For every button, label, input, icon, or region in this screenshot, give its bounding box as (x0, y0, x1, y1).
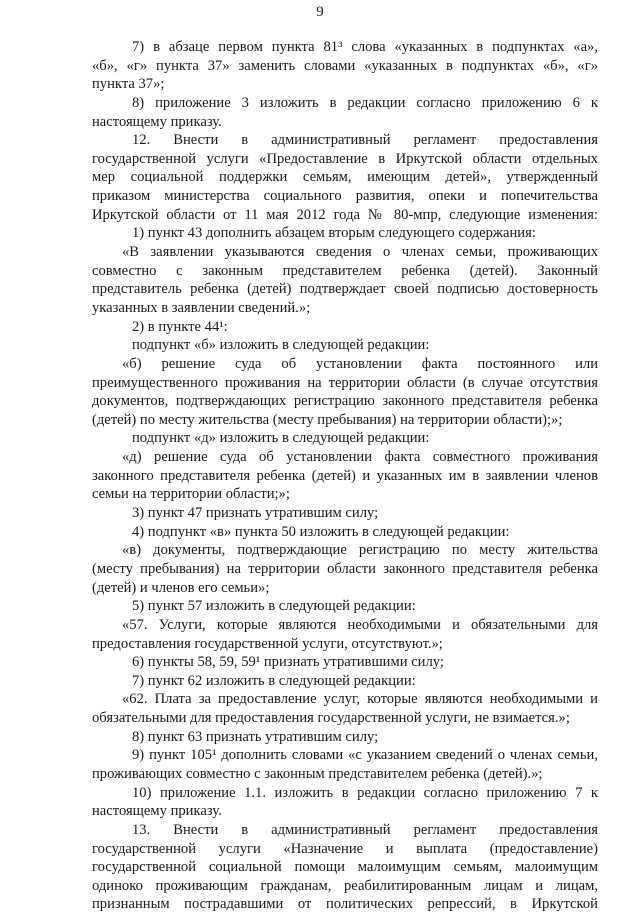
text-line: 10) приложение 1.1. изложить в редакции согласно приложению 7 к (132, 784, 598, 801)
text-line: пункта 37»; (92, 76, 165, 93)
document-body (92, 38, 598, 914)
text-line: законного представителя ребенка (детей) и указанных им в заявлении членов (92, 467, 598, 484)
text-line: 3) пункт 47 признать утратившим силу; (132, 505, 379, 522)
text-line: приказом министерства социального развития, опеки и попечительства (92, 188, 598, 205)
text-line: Иркутской области от 11 мая 2012 года № 80-мпр, следующие изменения: (92, 206, 598, 223)
text-line: 1) пункт 43 дополнить абзацем вторым следующего содержания: (132, 225, 536, 242)
text-line: 5) пункт 57 изложить в следующей редакции: (132, 598, 416, 615)
text-line: 6) пункты 58, 59, 59¹ признать утратившими силу; (132, 654, 444, 671)
text-line: «б», «г» пункта 37» заменить словами «указанных в подпунктах «б», «г» (92, 57, 598, 74)
page-number: 9 (316, 4, 324, 20)
text-line: «б) решение суда об установлении факта постоянного или (122, 355, 598, 372)
text-line: 13. Внести в административный регламент предоставления (132, 821, 598, 838)
text-line: 12. Внести в административный регламент предоставления (132, 132, 598, 149)
text-line: 2) в пункте 44¹: (132, 318, 228, 335)
text-line: представитель ребенка (детей) подтверждает своей подписью достоверность (92, 281, 598, 298)
text-line: «в) документы, подтверждающие регистрацию по месту жительства (122, 542, 598, 559)
text-line: предоставления государственной услуги, отсутствуют.»; (92, 635, 443, 652)
text-line: государственной услуги «Назначение и выплата (предоставление) (92, 840, 598, 857)
text-line: 9) пункт 105¹ дополнить словами «с указанием сведений о членах семьи, (132, 747, 598, 764)
text-line: (месту пребывания) на территории области законного представителя ребенка (92, 560, 598, 577)
text-line: 8) пункт 63 признать утратившим силу; (132, 728, 379, 745)
text-line: 8) приложение 3 изложить в редакции согласно приложению 6 к (132, 94, 598, 111)
text-line: одиноко проживающим гражданам, реабилитированным лицам и лицам, (92, 877, 598, 894)
text-line: 7) пункт 62 изложить в следующей редакции: (132, 672, 416, 689)
text-line: государственной услуги «Предоставление в Иркутской области отдельных (92, 150, 598, 167)
text-line: признанным пострадавшими от политических репрессий, в Иркутской (92, 896, 598, 913)
text-line: «д) решение суда об установлении факта совместного проживания (122, 449, 598, 466)
text-line: подпункт «б» изложить в следующей редакции: (132, 337, 430, 354)
text-line: «57. Услуги, которые являются необходимыми и обязательными для (122, 616, 598, 633)
text-line: совместно с законным представителем ребенка (детей). Законный (92, 262, 598, 279)
text-line: обязательными для предоставления государственной услуги, не взимается.»; (92, 710, 570, 727)
text-line: преимущественного проживания на территории области (в случае отсутствия (92, 374, 598, 391)
text-line: документов, подтверждающих регистрацию законного представителя ребенка (92, 393, 598, 410)
text-line: подпункт «д» изложить в следующей редакции: (132, 430, 430, 447)
text-line: (детей) и членов его семьи»; (92, 579, 270, 596)
text-line: «В заявлении указываются сведения о членах семьи, проживающих (122, 244, 598, 261)
text-line: указанных в заявлении сведений.»; (92, 299, 311, 316)
text-line: мер социальной поддержки семьям, имеющим детей», утвержденный (92, 169, 598, 186)
text-line: государственной социальной помощи малоимущим семьям, малоимущим (92, 859, 598, 876)
text-line: настоящему приказу. (92, 113, 222, 130)
text-line: настоящему приказу. (92, 803, 222, 820)
text-line: проживающих совместно с законным представителем ребенка (детей).»; (92, 765, 543, 782)
text-line: 4) подпункт «в» пункта 50 изложить в следующей редакции: (132, 523, 510, 540)
text-line: «62. Плата за предоставление услуг, которые являются необходимыми и (122, 691, 598, 708)
text-line: семьи на территории области;»; (92, 486, 290, 503)
text-line: (детей) по месту жительства (месту пребывания) на территории области);»; (92, 411, 563, 428)
text-line: 7) в абзаце первом пункта 81³ слова «указанных в подпунктах «а», (132, 39, 598, 55)
